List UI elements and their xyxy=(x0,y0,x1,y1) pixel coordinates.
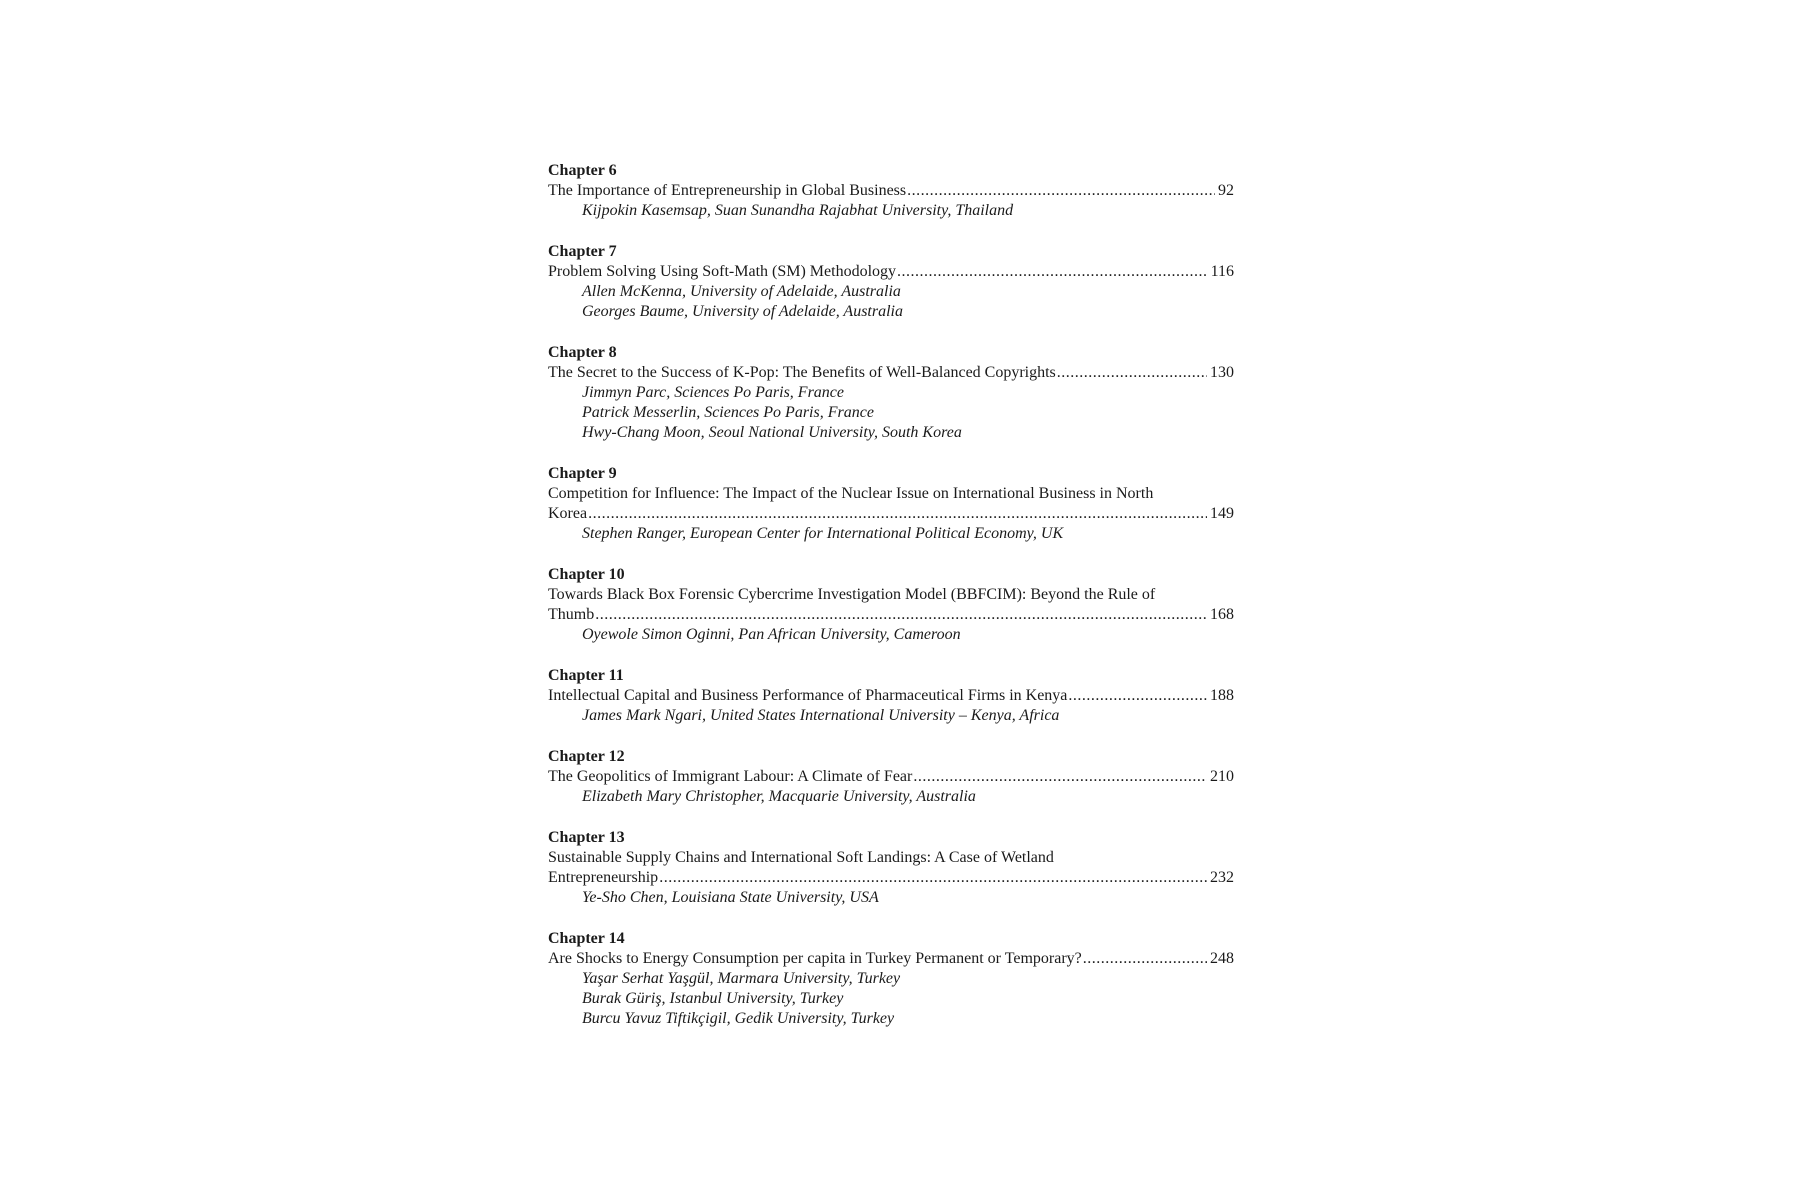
author-line: Kijpokin Kasemsap, Suan Sunandha Rajabhat University, Thailand xyxy=(582,202,1014,219)
chapter-label: Chapter 11 xyxy=(548,667,624,684)
author-line: Ye-Sho Chen, Louisiana State University, USA xyxy=(582,889,879,906)
chapter-title-row[interactable] xyxy=(548,868,1234,888)
page-number: 92 xyxy=(1218,182,1234,199)
page-number: 210 xyxy=(1210,768,1234,785)
chapter-title-row[interactable] xyxy=(548,949,1234,969)
page-number: 130 xyxy=(1210,364,1234,381)
chapter-title[interactable]: Problem Solving Using Soft-Math (SM) Methodology xyxy=(548,263,897,280)
dot-leader xyxy=(907,181,1215,201)
chapter-label: Chapter 9 xyxy=(548,465,617,482)
chapter-title-row[interactable] xyxy=(548,767,1234,787)
author-line: Jimmyn Parc, Sciences Po Paris, France xyxy=(582,384,844,401)
chapter-title-line: Competition for Influence: The Impact of the Nuclear Issue on International Business in North xyxy=(548,485,1154,502)
author-line: Oyewole Simon Oginni, Pan African University, Cameroon xyxy=(582,626,961,643)
chapter-title[interactable]: Intellectual Capital and Business Performance of Pharmaceutical Firms in Kenya xyxy=(548,687,1068,704)
dot-leader xyxy=(913,767,1207,787)
chapter-title[interactable]: The Importance of Entrepreneurship in Global Business xyxy=(548,182,907,199)
dot-leader xyxy=(1083,949,1207,969)
toc-entry xyxy=(548,666,1234,726)
chapter-title-row[interactable] xyxy=(548,504,1234,524)
chapter-title-row[interactable] xyxy=(548,363,1234,383)
chapter-label: Chapter 13 xyxy=(548,829,625,846)
chapter-title[interactable]: Thumb xyxy=(548,606,595,623)
chapter-title[interactable]: Korea xyxy=(548,505,588,522)
chapter-title-row[interactable] xyxy=(548,181,1234,201)
chapter-label: Chapter 12 xyxy=(548,748,625,765)
toc-entry xyxy=(548,747,1234,807)
chapter-title-row[interactable] xyxy=(548,686,1234,706)
author-line: Stephen Ranger, European Center for International Political Economy, UK xyxy=(582,525,1064,542)
chapter-label: Chapter 8 xyxy=(548,344,617,361)
page-number: 116 xyxy=(1210,263,1234,280)
author-line: Burcu Yavuz Tiftikçigil, Gedik University, Turkey xyxy=(582,1010,895,1027)
author-line: Elizabeth Mary Christopher, Macquarie University, Australia xyxy=(582,788,976,805)
author-line: Georges Baume, University of Adelaide, Australia xyxy=(582,303,903,320)
dot-leader xyxy=(1068,686,1207,706)
table-of-contents xyxy=(548,161,1234,1050)
toc-entry xyxy=(548,343,1234,443)
author-line: Yaşar Serhat Yaşgül, Marmara University, Turkey xyxy=(582,970,901,987)
author-line: Allen McKenna, University of Adelaide, Australia xyxy=(582,283,901,300)
toc-entry xyxy=(548,161,1234,221)
toc-entry xyxy=(548,828,1234,908)
page-number: 248 xyxy=(1210,950,1234,967)
dot-leader xyxy=(1057,363,1207,383)
dot-leader xyxy=(659,868,1207,888)
toc-entry xyxy=(548,242,1234,322)
chapter-title[interactable]: The Secret to the Success of K-Pop: The Benefits of Well-Balanced Copyrights xyxy=(548,364,1056,381)
chapter-label: Chapter 6 xyxy=(548,162,617,179)
chapter-title-line: Towards Black Box Forensic Cybercrime Investigation Model (BBFCIM): Beyond the Rule of xyxy=(548,586,1156,603)
page-number: 232 xyxy=(1210,869,1234,886)
author-line: James Mark Ngari, United States International University – Kenya, Africa xyxy=(582,707,1060,724)
author-line: Burak Güriş, Istanbul University, Turkey xyxy=(582,990,844,1007)
page-number: 149 xyxy=(1210,505,1234,522)
chapter-title-line: Sustainable Supply Chains and International Soft Landings: A Case of Wetland xyxy=(548,849,1054,866)
dot-leader xyxy=(897,262,1208,282)
chapter-label: Chapter 14 xyxy=(548,930,625,947)
chapter-title[interactable]: The Geopolitics of Immigrant Labour: A Climate of Fear xyxy=(548,768,913,785)
chapter-title-row[interactable] xyxy=(548,605,1234,625)
chapter-title[interactable]: Entrepreneurship xyxy=(548,869,659,886)
dot-leader xyxy=(595,605,1207,625)
toc-entry xyxy=(548,565,1234,645)
author-line: Patrick Messerlin, Sciences Po Paris, France xyxy=(582,404,874,421)
page-number: 188 xyxy=(1210,687,1234,704)
chapter-title[interactable]: Are Shocks to Energy Consumption per capita in Turkey Permanent or Temporary? xyxy=(548,950,1082,967)
chapter-title-row[interactable] xyxy=(548,262,1234,282)
dot-leader xyxy=(588,504,1207,524)
toc-entry xyxy=(548,464,1234,544)
author-line: Hwy-Chang Moon, Seoul National University, South Korea xyxy=(582,424,962,441)
chapter-label: Chapter 10 xyxy=(548,566,625,583)
toc-entry xyxy=(548,929,1234,1029)
page-number: 168 xyxy=(1210,606,1234,623)
chapter-label: Chapter 7 xyxy=(548,243,617,260)
